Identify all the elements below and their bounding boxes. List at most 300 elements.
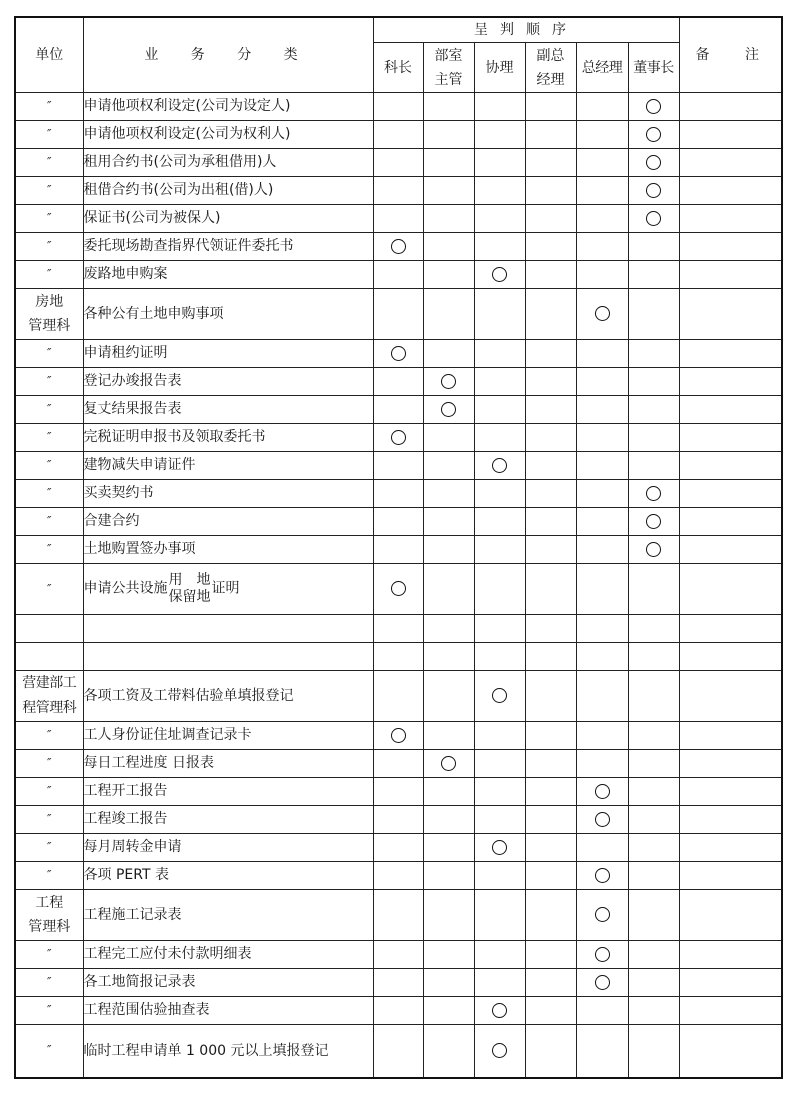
business-item-cell bbox=[83, 508, 373, 536]
unit-label-line: 管理科 bbox=[28, 318, 71, 334]
table-row bbox=[15, 177, 782, 205]
item-stack-top-char: 地 bbox=[196, 572, 211, 588]
business-item-label: 临时工程申请单 1 000 元以上填报登记 bbox=[83, 1042, 329, 1059]
business-item-label: 工程完工应付未付款明细表 bbox=[83, 946, 252, 963]
approver-cell-zong-jingli bbox=[576, 424, 628, 452]
approver-cell-xieli bbox=[474, 778, 525, 806]
remarks-cell bbox=[679, 424, 782, 452]
approver-cell-fuzong-jingli bbox=[525, 368, 576, 396]
business-item-cell bbox=[83, 615, 373, 643]
approver-cell-bushi-zhuguan bbox=[423, 969, 474, 997]
circle-icon bbox=[595, 306, 610, 321]
item-stacked-alternatives bbox=[169, 572, 211, 606]
table-row bbox=[15, 722, 782, 750]
unit-cell bbox=[15, 480, 83, 508]
ditto-mark: ″ bbox=[47, 346, 52, 361]
business-item-cell bbox=[83, 261, 373, 289]
unit-cell bbox=[15, 261, 83, 289]
business-item-cell bbox=[83, 396, 373, 424]
approver-cell-zong-jingli bbox=[576, 722, 628, 750]
item-stack-top bbox=[169, 572, 211, 589]
ditto-mark: ″ bbox=[47, 868, 52, 883]
approver-cell-kezhang bbox=[373, 289, 423, 340]
approver-cell-xieli bbox=[474, 615, 525, 643]
table-row bbox=[15, 480, 782, 508]
approver-cell-fuzong-jingli bbox=[525, 396, 576, 424]
approver-cell-fuzong-jingli bbox=[525, 643, 576, 671]
circle-icon bbox=[492, 840, 507, 855]
approver-cell-fuzong-jingli bbox=[525, 615, 576, 643]
ditto-mark: ″ bbox=[47, 211, 52, 226]
approver-cell-dongshizhang bbox=[628, 722, 679, 750]
approver-cell-xieli bbox=[474, 997, 525, 1025]
ditto-mark: ″ bbox=[47, 430, 52, 445]
unit-cell bbox=[15, 368, 83, 396]
remarks-cell bbox=[679, 890, 782, 941]
approver-cell-dongshizhang bbox=[628, 890, 679, 941]
approver-cell-kezhang bbox=[373, 396, 423, 424]
unit-cell bbox=[15, 862, 83, 890]
approver-cell-kezhang bbox=[373, 536, 423, 564]
ditto-mark: ″ bbox=[47, 239, 52, 254]
remarks-cell bbox=[679, 121, 782, 149]
approver-cell-dongshizhang bbox=[628, 205, 679, 233]
approver-cell-kezhang bbox=[373, 424, 423, 452]
business-item-label: 申请租约证明 bbox=[83, 345, 168, 362]
circle-icon bbox=[391, 581, 406, 596]
approver-cell-bushi-zhuguan bbox=[423, 205, 474, 233]
table-row bbox=[15, 396, 782, 424]
header-approval-sequence: 呈判顺序 bbox=[373, 17, 679, 43]
ditto-mark: ″ bbox=[47, 581, 52, 596]
table-row bbox=[15, 564, 782, 615]
approver-cell-dongshizhang bbox=[628, 508, 679, 536]
business-item-cell bbox=[83, 1025, 373, 1078]
unit-cell bbox=[15, 205, 83, 233]
circle-icon bbox=[441, 402, 456, 417]
approver-cell-zong-jingli bbox=[576, 834, 628, 862]
approver-cell-fuzong-jingli bbox=[525, 480, 576, 508]
approver-cell-fuzong-jingli bbox=[525, 862, 576, 890]
approver-cell-xieli bbox=[474, 969, 525, 997]
remarks-cell bbox=[679, 997, 782, 1025]
circle-icon bbox=[646, 183, 661, 198]
unit-cell bbox=[15, 997, 83, 1025]
approver-cell-kezhang bbox=[373, 508, 423, 536]
ditto-mark: ″ bbox=[47, 840, 52, 855]
approver-cell-kezhang bbox=[373, 862, 423, 890]
approver-cell-fuzong-jingli bbox=[525, 149, 576, 177]
business-item-cell bbox=[83, 340, 373, 368]
ditto-mark: ″ bbox=[47, 374, 52, 389]
unit-cell bbox=[15, 177, 83, 205]
remarks-cell bbox=[679, 536, 782, 564]
circle-icon bbox=[441, 374, 456, 389]
item-stack-bottom: 保留地 bbox=[168, 589, 211, 605]
approver-cell-dongshizhang bbox=[628, 997, 679, 1025]
approver-cell-kezhang bbox=[373, 890, 423, 941]
approver-cell-zong-jingli bbox=[576, 1025, 628, 1078]
approver-cell-bushi-zhuguan bbox=[423, 890, 474, 941]
approver-cell-bushi-zhuguan bbox=[423, 480, 474, 508]
business-item-label: 各项工资及工带料估验单填报登记 bbox=[83, 687, 294, 704]
approver-cell-kezhang bbox=[373, 643, 423, 671]
approver-cell-kezhang bbox=[373, 806, 423, 834]
circle-icon bbox=[646, 155, 661, 170]
ditto-mark: ″ bbox=[47, 1003, 52, 1018]
ditto-mark: ″ bbox=[47, 183, 52, 198]
approver-cell-kezhang bbox=[373, 671, 423, 722]
header-unit: 单位 bbox=[15, 17, 83, 93]
approver-cell-bushi-zhuguan bbox=[423, 806, 474, 834]
business-item-cell bbox=[83, 862, 373, 890]
unit-cell bbox=[15, 424, 83, 452]
approver-cell-dongshizhang bbox=[628, 536, 679, 564]
unit-cell bbox=[15, 452, 83, 480]
circle-icon bbox=[391, 430, 406, 445]
circle-icon bbox=[391, 239, 406, 254]
approver-cell-fuzong-jingli bbox=[525, 340, 576, 368]
unit-cell bbox=[15, 93, 83, 121]
approver-cell-zong-jingli bbox=[576, 778, 628, 806]
approver-cell-zong-jingli bbox=[576, 149, 628, 177]
unit-cell bbox=[15, 1025, 83, 1078]
approver-cell-kezhang bbox=[373, 1025, 423, 1078]
remarks-cell bbox=[679, 205, 782, 233]
approver-cell-xieli bbox=[474, 424, 525, 452]
remarks-cell bbox=[679, 368, 782, 396]
ditto-mark: ″ bbox=[47, 486, 52, 501]
business-item-label: 申请他项权利设定(公司为设定人) bbox=[83, 98, 291, 115]
business-item-cell bbox=[83, 778, 373, 806]
approver-cell-kezhang bbox=[373, 452, 423, 480]
approver-cell-fuzong-jingli bbox=[525, 941, 576, 969]
table-row bbox=[15, 643, 782, 671]
unit-cell bbox=[15, 671, 83, 722]
approver-cell-bushi-zhuguan bbox=[423, 722, 474, 750]
approver-cell-zong-jingli bbox=[576, 806, 628, 834]
circle-icon bbox=[595, 812, 610, 827]
unit-cell bbox=[15, 289, 83, 340]
approval-routing-table bbox=[14, 16, 783, 1079]
approver-cell-fuzong-jingli bbox=[525, 452, 576, 480]
unit-cell bbox=[15, 834, 83, 862]
ditto-mark: ″ bbox=[47, 267, 52, 282]
approver-cell-dongshizhang bbox=[628, 1025, 679, 1078]
header-remarks-right: 注 bbox=[745, 46, 759, 63]
unit-label-line: 房地 bbox=[35, 294, 64, 310]
approver-cell-kezhang bbox=[373, 340, 423, 368]
approver-cell-dongshizhang bbox=[628, 750, 679, 778]
approver-cell-xieli bbox=[474, 93, 525, 121]
approver-cell-zong-jingli bbox=[576, 396, 628, 424]
approver-cell-xieli bbox=[474, 149, 525, 177]
business-item-label: 每月周转金申请 bbox=[83, 839, 182, 856]
approver-cell-bushi-zhuguan bbox=[423, 452, 474, 480]
approver-cell-kezhang bbox=[373, 205, 423, 233]
unit-label-line: 营建部工 bbox=[22, 675, 77, 691]
unit-cell bbox=[15, 615, 83, 643]
table-row bbox=[15, 368, 782, 396]
table-row bbox=[15, 205, 782, 233]
table-body bbox=[15, 93, 782, 1078]
approver-cell-kezhang bbox=[373, 778, 423, 806]
approver-cell-fuzong-jingli bbox=[525, 508, 576, 536]
business-item-label: 租用合约书(公司为承租借用)人 bbox=[83, 154, 277, 171]
approver-cell-zong-jingli bbox=[576, 564, 628, 615]
business-item-cell bbox=[83, 722, 373, 750]
approver-cell-zong-jingli bbox=[576, 643, 628, 671]
remarks-cell bbox=[679, 615, 782, 643]
approver-cell-zong-jingli bbox=[576, 261, 628, 289]
approver-cell-xieli bbox=[474, 396, 525, 424]
approver-cell-kezhang bbox=[373, 368, 423, 396]
approver-cell-kezhang bbox=[373, 722, 423, 750]
remarks-cell bbox=[679, 340, 782, 368]
approver-cell-dongshizhang bbox=[628, 671, 679, 722]
table-row bbox=[15, 778, 782, 806]
business-item-cell bbox=[83, 643, 373, 671]
business-item-label: 工程竣工报告 bbox=[83, 811, 168, 828]
ditto-mark: ″ bbox=[47, 155, 52, 170]
approver-cell-bushi-zhuguan bbox=[423, 340, 474, 368]
unit-label-line: 工程 bbox=[35, 895, 64, 911]
circle-icon bbox=[646, 514, 661, 529]
approver-cell-dongshizhang bbox=[628, 806, 679, 834]
approver-cell-zong-jingli bbox=[576, 750, 628, 778]
approver-cell-kezhang bbox=[373, 480, 423, 508]
approver-cell-xieli bbox=[474, 941, 525, 969]
approver-cell-kezhang bbox=[373, 969, 423, 997]
approver-cell-xieli bbox=[474, 452, 525, 480]
approver-cell-dongshizhang bbox=[628, 121, 679, 149]
business-item-label: 申请他项权利设定(公司为权利人) bbox=[83, 126, 291, 143]
circle-icon bbox=[492, 1003, 507, 1018]
approver-cell-dongshizhang bbox=[628, 643, 679, 671]
approver-cell-xieli bbox=[474, 862, 525, 890]
approver-cell-bushi-zhuguan bbox=[423, 177, 474, 205]
business-item-label: 土地购置签办事项 bbox=[83, 541, 196, 558]
approver-cell-bushi-zhuguan bbox=[423, 121, 474, 149]
business-item-label: 合建合约 bbox=[83, 513, 140, 530]
approver-cell-fuzong-jingli bbox=[525, 722, 576, 750]
table-row bbox=[15, 149, 782, 177]
remarks-cell bbox=[679, 261, 782, 289]
approver-cell-kezhang bbox=[373, 750, 423, 778]
remarks-cell bbox=[679, 452, 782, 480]
unit-cell bbox=[15, 750, 83, 778]
unit-cell bbox=[15, 340, 83, 368]
approver-cell-bushi-zhuguan bbox=[423, 233, 474, 261]
circle-icon bbox=[595, 784, 610, 799]
business-item-label: 建物减失申请证件 bbox=[83, 457, 196, 474]
approver-cell-dongshizhang bbox=[628, 368, 679, 396]
business-item-cell bbox=[83, 480, 373, 508]
approver-cell-zong-jingli bbox=[576, 233, 628, 261]
header-business-category-label: 业 务 分 类 bbox=[144, 46, 312, 63]
business-item-label: 废路地申购案 bbox=[83, 266, 168, 283]
remarks-cell bbox=[679, 862, 782, 890]
business-item-cell bbox=[83, 671, 373, 722]
table-row bbox=[15, 862, 782, 890]
business-item-label: 每日工程进度 日报表 bbox=[83, 755, 214, 772]
remarks-cell bbox=[679, 149, 782, 177]
approver-cell-bushi-zhuguan bbox=[423, 424, 474, 452]
approver-cell-zong-jingli bbox=[576, 615, 628, 643]
unit-cell bbox=[15, 508, 83, 536]
circle-icon bbox=[391, 346, 406, 361]
approver-cell-dongshizhang bbox=[628, 340, 679, 368]
approver-cell-xieli bbox=[474, 643, 525, 671]
business-item-cell bbox=[83, 205, 373, 233]
approver-cell-zong-jingli bbox=[576, 121, 628, 149]
approver-cell-dongshizhang bbox=[628, 969, 679, 997]
approver-cell-fuzong-jingli bbox=[525, 536, 576, 564]
approver-cell-zong-jingli bbox=[576, 205, 628, 233]
business-item-label: 工程施工记录表 bbox=[83, 906, 182, 923]
business-item-cell bbox=[83, 564, 373, 615]
business-item-cell bbox=[83, 289, 373, 340]
approver-cell-dongshizhang bbox=[628, 424, 679, 452]
unit-cell bbox=[15, 806, 83, 834]
business-item-cell bbox=[83, 997, 373, 1025]
header-business-category bbox=[83, 17, 373, 93]
approver-cell-kezhang bbox=[373, 834, 423, 862]
ditto-mark: ″ bbox=[47, 784, 52, 799]
table-row bbox=[15, 233, 782, 261]
item-stack-top-char: 用 bbox=[168, 572, 183, 588]
approver-cell-dongshizhang bbox=[628, 396, 679, 424]
approver-cell-fuzong-jingli bbox=[525, 1025, 576, 1078]
unit-cell bbox=[15, 969, 83, 997]
approver-cell-xieli bbox=[474, 121, 525, 149]
approver-cell-xieli bbox=[474, 508, 525, 536]
approver-cell-bushi-zhuguan bbox=[423, 1025, 474, 1078]
approver-cell-bushi-zhuguan bbox=[423, 671, 474, 722]
approver-cell-fuzong-jingli bbox=[525, 834, 576, 862]
remarks-cell bbox=[679, 93, 782, 121]
unit-cell bbox=[15, 643, 83, 671]
approver-cell-xieli bbox=[474, 671, 525, 722]
approver-cell-dongshizhang bbox=[628, 452, 679, 480]
approver-cell-bushi-zhuguan bbox=[423, 149, 474, 177]
approver-cell-zong-jingli bbox=[576, 508, 628, 536]
remarks-cell bbox=[679, 396, 782, 424]
approver-cell-fuzong-jingli bbox=[525, 121, 576, 149]
circle-icon bbox=[595, 907, 610, 922]
business-item-cell bbox=[83, 149, 373, 177]
approver-cell-fuzong-jingli bbox=[525, 890, 576, 941]
approver-cell-kezhang bbox=[373, 615, 423, 643]
business-item-label: 工人身份证住址调查记录卡 bbox=[83, 727, 252, 744]
business-item-cell bbox=[83, 121, 373, 149]
unit-cell bbox=[15, 778, 83, 806]
unit-cell bbox=[15, 121, 83, 149]
table-row bbox=[15, 941, 782, 969]
table-row bbox=[15, 340, 782, 368]
approver-cell-fuzong-jingli bbox=[525, 750, 576, 778]
remarks-cell bbox=[679, 806, 782, 834]
approver-cell-bushi-zhuguan bbox=[423, 396, 474, 424]
ditto-mark: ″ bbox=[47, 99, 52, 114]
circle-icon bbox=[595, 947, 610, 962]
table-row bbox=[15, 121, 782, 149]
business-item-label: 委托现场勘查指界代领证件委托书 bbox=[83, 238, 294, 255]
remarks-cell bbox=[679, 834, 782, 862]
approver-cell-dongshizhang bbox=[628, 233, 679, 261]
business-item-label: 复丈结果报告表 bbox=[83, 401, 182, 418]
approver-cell-zong-jingli bbox=[576, 93, 628, 121]
approver-cell-bushi-zhuguan bbox=[423, 261, 474, 289]
approver-cell-zong-jingli bbox=[576, 890, 628, 941]
table-row bbox=[15, 890, 782, 941]
approver-cell-bushi-zhuguan bbox=[423, 615, 474, 643]
unit-cell bbox=[15, 722, 83, 750]
remarks-cell bbox=[679, 289, 782, 340]
business-item-label: 工程开工报告 bbox=[83, 783, 168, 800]
business-item-label: 租借合约书(公司为出租(借)人) bbox=[83, 182, 274, 199]
table-row bbox=[15, 536, 782, 564]
approver-cell-fuzong-jingli bbox=[525, 778, 576, 806]
approver-cell-fuzong-jingli bbox=[525, 93, 576, 121]
table-row bbox=[15, 806, 782, 834]
approver-cell-xieli bbox=[474, 564, 525, 615]
approver-cell-bushi-zhuguan bbox=[423, 508, 474, 536]
approver-cell-bushi-zhuguan bbox=[423, 368, 474, 396]
header-remarks bbox=[679, 17, 782, 93]
table-header bbox=[15, 17, 782, 93]
table-row bbox=[15, 615, 782, 643]
remarks-cell bbox=[679, 480, 782, 508]
approver-cell-fuzong-jingli bbox=[525, 671, 576, 722]
business-item-cell bbox=[83, 177, 373, 205]
circle-icon bbox=[391, 728, 406, 743]
business-item-cell bbox=[83, 536, 373, 564]
approver-cell-fuzong-jingli bbox=[525, 564, 576, 615]
business-item-label: 各工地简报记录表 bbox=[83, 974, 196, 991]
business-item-cell bbox=[83, 233, 373, 261]
circle-icon bbox=[492, 1043, 507, 1058]
approver-cell-dongshizhang bbox=[628, 149, 679, 177]
approver-cell-dongshizhang bbox=[628, 261, 679, 289]
business-item-cell bbox=[83, 750, 373, 778]
approver-cell-fuzong-jingli bbox=[525, 997, 576, 1025]
unit-cell bbox=[15, 536, 83, 564]
table-row bbox=[15, 424, 782, 452]
unit-label-line: 管理科 bbox=[28, 919, 71, 935]
approver-cell-bushi-zhuguan bbox=[423, 750, 474, 778]
approver-cell-bushi-zhuguan bbox=[423, 834, 474, 862]
business-item-cell bbox=[83, 93, 373, 121]
approver-cell-zong-jingli bbox=[576, 452, 628, 480]
unit-cell bbox=[15, 233, 83, 261]
approver-cell-zong-jingli bbox=[576, 536, 628, 564]
business-item-label: 买卖契约书 bbox=[83, 485, 154, 502]
approver-cell-xieli bbox=[474, 205, 525, 233]
item-suffix: 证明 bbox=[211, 580, 240, 597]
approver-cell-fuzong-jingli bbox=[525, 289, 576, 340]
approver-cell-xieli bbox=[474, 890, 525, 941]
business-item-cell bbox=[83, 941, 373, 969]
circle-icon bbox=[595, 868, 610, 883]
remarks-cell bbox=[679, 643, 782, 671]
approver-cell-fuzong-jingli bbox=[525, 261, 576, 289]
approver-cell-xieli bbox=[474, 289, 525, 340]
approver-cell-bushi-zhuguan bbox=[423, 643, 474, 671]
remarks-cell bbox=[679, 778, 782, 806]
business-item-cell bbox=[83, 452, 373, 480]
approver-cell-fuzong-jingli bbox=[525, 205, 576, 233]
